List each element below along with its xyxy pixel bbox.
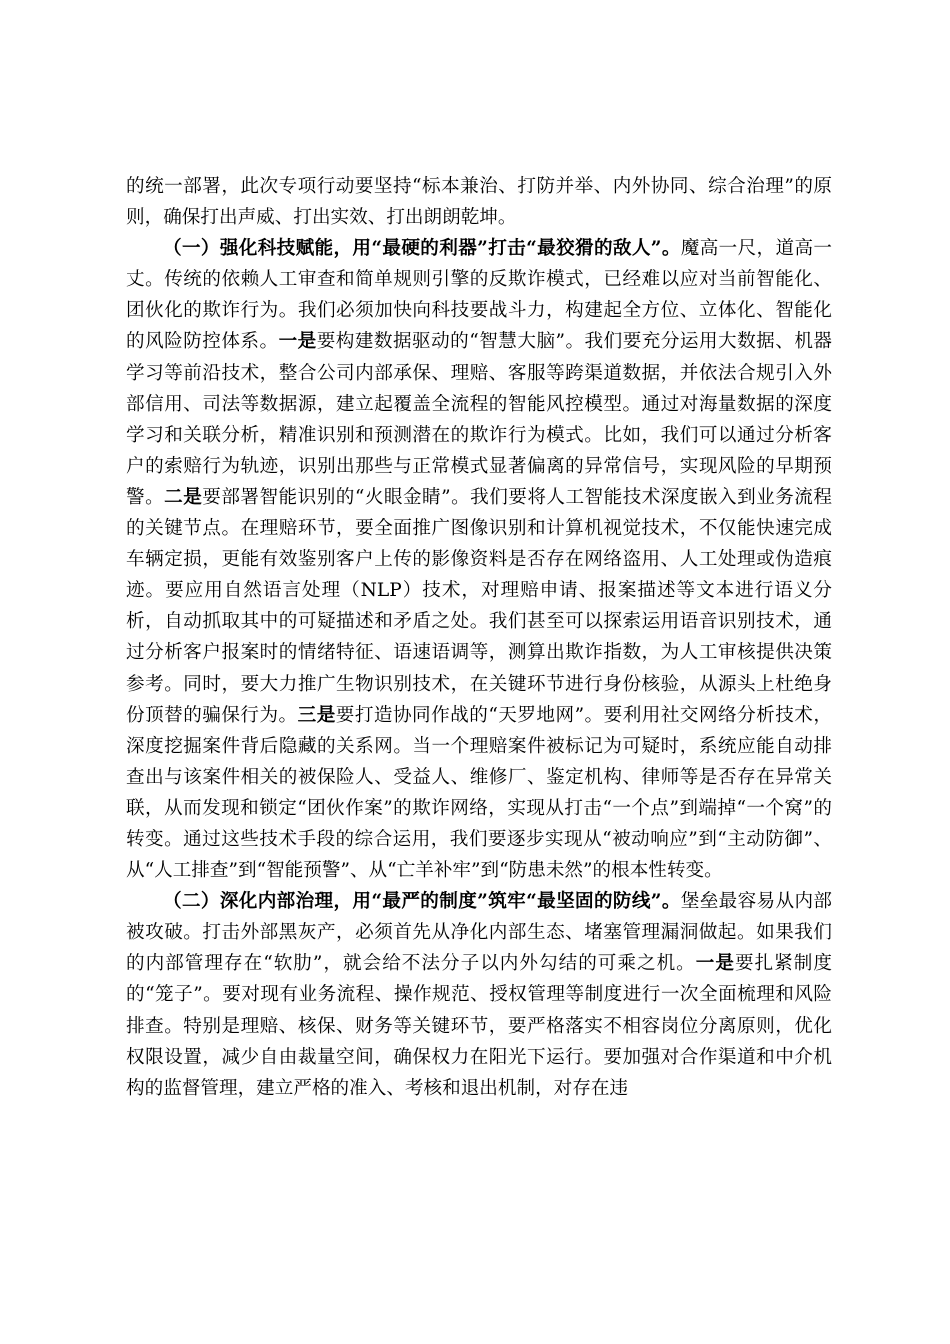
section-1-keyword-1: 一是 bbox=[278, 331, 317, 353]
document-page bbox=[126, 171, 832, 1104]
paragraph-section-1 bbox=[126, 233, 832, 886]
section-2-text-b: 要扎紧制度的“笼子”。要对现有业务流程、操作规范、授权管理等制度进行一次全面梳理和风险排查。特别是理赔、核保、财务等关键环节，要严格落实不相容岗位分离原则，优化权限设置，减少自由裁量空间，确保权力在阳光下运行。要加强对合作渠道和中介机构的监督管理，建立严格的准入、考核和退出机制，对存在违 bbox=[126, 953, 832, 1099]
section-2-text-a: 堡垒最容易从内部被攻破。打击外部黑灰产，必须首先从净化内部生态、堵塞管理漏洞做起。如果我们的内部管理存在“软肋”，就会给不法分子以内外勾结的可乘之机。 bbox=[126, 891, 832, 975]
section-1-heading: （一）强化科技赋能，用“最硬的利器”打击“最狡猾的敌人”。 bbox=[163, 238, 681, 260]
paragraph-intro: 的统一部署，此次专项行动要坚持“标本兼治、打防并举、内外协同、综合治理”的原则，确保打出声威、打出实效、打出朗朗乾坤。 bbox=[126, 176, 832, 229]
section-1-text-d: 要打造协同作战的“天罗地网”。要利用社交网络分析技术，深度挖掘案件背后隐藏的关系网。当一个理赔案件被标记为可疑时，系统应能自动排查出与该案件相关的被保险人、受益人、维修厂、鉴定机构、律师等是否存在异常关联，从而发现和锁定“团伙作案”的欺诈网络，实现从打击“一个点”到端掉“一个窝”的转变。通过这些技术手段的综合运用，我们要逐步实现从“被动响应”到“主动防御”、从“人工排查”到“智能预警”、从“亡羊补牢”到“防患未然”的根本性转变。 bbox=[126, 704, 832, 882]
paragraph-section-2 bbox=[126, 886, 832, 1104]
section-2-keyword-1: 一是 bbox=[695, 953, 735, 975]
section-1-text-a: 魔高一尺，道高一丈。传统的依赖人工审查和简单规则引擎的反欺诈模式，已经难以应对当前智能化、团伙化的欺诈行为。我们必须加快向科技要战斗力，构建起全方位、立体化、智能化的风险防控体系。 bbox=[126, 238, 832, 353]
section-1-text-c: 要部署智能识别的“火眼金睛”。我们要将人工智能技术深度嵌入到业务流程的关键节点。在理赔环节，要全面推广图像识别和计算机视觉技术，不仅能快速完成车辆定损，更能有效鉴别客户上传的影像资料是否存在网络盗用、人工处理或伪造痕迹。要应用自然语言处理（NLP）技术，对理赔申请、报案描述等文本进行语义分析，自动抓取其中的可疑描述和矛盾之处。我们甚至可以探索运用语音识别技术，通过分析客户报案时的情绪特征、语速语调等，测算出欺诈指数，为人工审核提供决策参考。同时，要大力推广生物识别技术，在关键环节进行身份核验，从源头上杜绝身份顶替的骗保行为。 bbox=[126, 486, 832, 726]
section-1-keyword-3: 三是 bbox=[297, 704, 336, 726]
section-2-heading: （二）深化内部治理，用“最严的制度”筑牢“最坚固的防线”。 bbox=[163, 891, 681, 913]
section-1-keyword-2: 二是 bbox=[164, 486, 203, 508]
section-1-text-b: 要构建数据驱动的“智慧大脑”。我们要充分运用大数据、机器学习等前沿技术，整合公司内部承保、理赔、客服等跨渠道数据，并依法合规引入外部信用、司法等数据源，建立起覆盖全流程的智能风控模型。通过对海量数据的深度学习和关联分析，精准识别和预测潜在的欺诈行为模式。比如，我们可以通过分析客户的索赔行为轨迹，识别出那些与正常模式显著偏离的异常信号，实现风险的早期预警。 bbox=[126, 331, 832, 508]
